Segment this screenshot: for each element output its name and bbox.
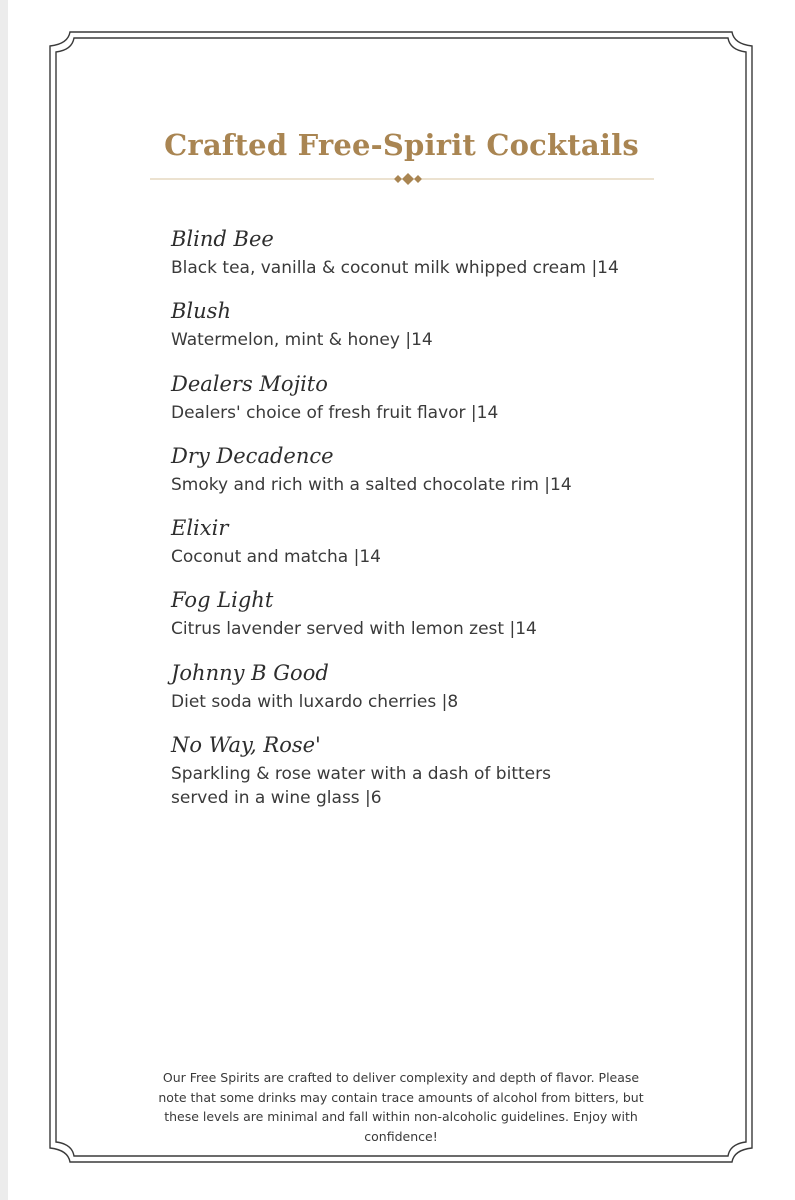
item-name: Elixir	[171, 516, 229, 541]
item-name: Johnny B Good	[171, 660, 329, 685]
item-description: Smoky and rich with a salted chocolate rim |14	[171, 474, 572, 495]
menu-item	[171, 511, 641, 583]
item-description: Citrus lavender served with lemon zest |14	[171, 619, 537, 640]
menu-page	[8, 0, 795, 1200]
item-description: Coconut and matcha |14	[171, 547, 381, 568]
item-name: Blind Bee	[171, 227, 274, 251]
item-name: Dealers Mojito	[171, 371, 328, 396]
menu-item	[171, 728, 641, 809]
menu-item	[171, 222, 641, 294]
cocktail-list	[171, 222, 641, 809]
title-divider	[150, 170, 654, 188]
menu-title: Crafted Free-Spirit Cocktails	[164, 128, 639, 162]
item-name: No Way, Rose'	[171, 733, 321, 758]
item-name: Fog Light	[171, 588, 274, 613]
item-description: Black tea, vanilla & coconut milk whipped cream |14	[171, 258, 619, 278]
footnote: Our Free Spirits are crafted to deliver complexity and depth of flavor. Please note that some drinks may contain trace amounts of alcohol from bitters, but these levels are minimal and fall within non-alcoholic guidelines. Enjoy with confidence!	[158, 1070, 644, 1144]
menu-item	[171, 439, 641, 511]
item-name: Dry Decadence	[171, 443, 334, 468]
item-description: Watermelon, mint & honey |14	[171, 330, 433, 351]
item-description: Dealers' choice of fresh fruit flavor |14	[171, 402, 499, 423]
item-description: Diet soda with luxardo cherries |8	[171, 691, 459, 712]
menu-item	[171, 583, 641, 655]
menu-item	[171, 294, 641, 366]
menu-item	[171, 656, 641, 728]
menu-item	[171, 367, 641, 439]
item-name: Blush	[171, 299, 231, 324]
item-description: Sparkling & rose water with a dash of bitters served in a wine glass |6	[171, 764, 551, 809]
